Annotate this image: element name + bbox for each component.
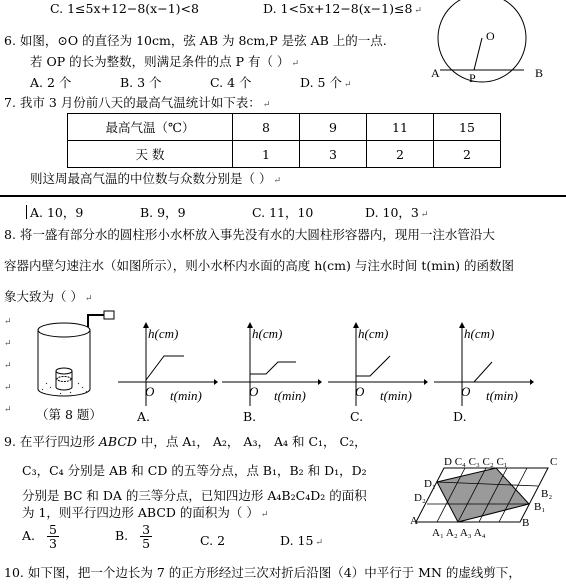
- table-cell: 3: [300, 141, 367, 168]
- table-cell: 1: [233, 141, 300, 168]
- q9-figure-bottom-labels: A₁ A₂ A₃ A₄: [432, 527, 486, 539]
- graph-b-label: B.: [243, 409, 257, 424]
- table-row: [68, 141, 501, 168]
- q7-question: 则这周最高气温的中位数与众数分别是（ ） ↵: [30, 171, 282, 186]
- q9-label-b2: B₂: [541, 488, 553, 500]
- q7-option-b: B. 9，9: [140, 205, 186, 220]
- table-cell: 11: [367, 114, 434, 141]
- q9-label-a: A: [410, 515, 418, 527]
- q6-line1: 6. 如图，⊙O 的直径为 10cm，弦 AB 为 8cm,P 是弦 AB 上的一点.: [4, 33, 387, 48]
- table-cell: 15: [434, 114, 501, 141]
- label-o: O: [486, 29, 495, 43]
- graph-a-label: A.: [137, 409, 151, 424]
- q6-option-c: C. 4 个: [210, 75, 252, 90]
- q9-line3: 分别是 BC 和 DA 的三等分点，已知四边形 A₄B₂C₄D₂ 的面积: [22, 488, 367, 503]
- graph-b: [222, 322, 322, 406]
- table-row: [68, 114, 501, 141]
- graph-b-origin: O: [249, 384, 259, 399]
- q9-label-b: B: [522, 517, 530, 529]
- q9-option-b: B. $\frac{3}{5}$: [115, 522, 151, 552]
- q7-stem: 7. 我市 3 月份前八天的最高气温统计如下表： ↵: [4, 95, 271, 110]
- graph-a-origin: O: [145, 384, 155, 399]
- segment-op: [474, 38, 482, 70]
- q9-label-d1: D₁: [424, 478, 436, 490]
- graph-b-ylabel: h(cm): [252, 326, 283, 341]
- graph-d: [434, 322, 534, 406]
- graph-c: [328, 322, 428, 406]
- q9-label-b1: B₁: [534, 501, 546, 513]
- table-header-cell: 最高气温（℃）: [68, 114, 233, 141]
- option-c-top: C. 1≤5x+12−8(x−1)<8: [50, 1, 199, 16]
- q9-figure-top-labels: D C₄ C₃ C₂ C₁: [444, 456, 508, 468]
- graph-a-ylabel: h(cm): [148, 326, 179, 341]
- q7-option-c: C. 11，10: [252, 205, 314, 220]
- q9-line2: C₃，C₄ 分别是 AB 和 CD 的五等分点，点 B₁，B₂ 和 D₁，D₂: [22, 463, 367, 478]
- temperature-table: [67, 113, 501, 168]
- q6-option-a: A. 2 个: [30, 75, 72, 90]
- q9-parallelogram-figure: [410, 454, 566, 540]
- label-a: A: [431, 66, 440, 80]
- q8-line1: 8. 将一盛有部分水的圆柱形小水杯放入事先没有水的大圆柱形容器内，现用一注水管沿大: [4, 227, 495, 242]
- q6-option-b: B. 3 个: [120, 75, 162, 90]
- text-cursor: [26, 205, 27, 219]
- table-cell: 9: [300, 114, 367, 141]
- graph-c-origin: O: [355, 384, 365, 399]
- page-divider: [0, 195, 566, 197]
- graph-a-xlabel: t(min): [170, 388, 202, 403]
- graph-d-origin: O: [461, 384, 471, 399]
- q9-option-d: D. 15 ↵: [280, 533, 323, 548]
- q6-circle-figure: [428, 0, 566, 92]
- table-cell: 8: [233, 114, 300, 141]
- q9-option-a: A. $\frac{5}{3}$: [22, 522, 57, 552]
- q9-label-d2: D₂: [414, 492, 426, 504]
- q7-option-d: D. 10，3 ↵: [365, 205, 429, 220]
- table-header-cell: 天 数: [68, 141, 233, 168]
- label-p: P: [469, 71, 476, 85]
- q8-figure-caption: （第 8 题）: [36, 407, 102, 422]
- q9-label-c: C: [550, 456, 558, 468]
- q8-line2: 容器内壁匀速注水（如图所示），则小水杯内水面的高度 h(cm) 与注水时间 t(min) 的函数图: [4, 258, 514, 273]
- option-d-top: D. 1<5x+12−8(x−1)≤8 ↵: [263, 1, 422, 16]
- q6-line2: 若 OP 的长为整数，则满足条件的点 P 有（ ） ↵: [30, 54, 299, 69]
- graph-d-ylabel: h(cm): [464, 326, 495, 341]
- graph-c-xlabel: t(min): [380, 388, 412, 403]
- table-cell: 2: [367, 141, 434, 168]
- q9-line1: 9. 在平行四边形 ABCD 中，点 A₁， A₂， A₃， A₄ 和 C₁， C₂，: [4, 434, 367, 449]
- q8-line3: 象大致为（ ） ↵: [4, 289, 93, 304]
- graph-b-xlabel: t(min): [274, 388, 306, 403]
- graph-c-label: C.: [350, 409, 364, 424]
- container-figure: [28, 305, 120, 405]
- q9-line4: 为 1，则平行四边形 ABCD 的面积为（ ） ↵: [22, 505, 269, 520]
- graph-d-xlabel: t(min): [486, 388, 518, 403]
- q6-option-d: D. 5 个 ↵: [300, 75, 352, 90]
- q10-line1: 10. 如下图，把一个边长为 7 的正方形经过三次对折后沿图（4）中平行于 MN 的虚线剪下，: [4, 565, 521, 580]
- q9-option-c: C. 2: [200, 533, 226, 548]
- graph-a: [118, 322, 218, 406]
- graph-c-ylabel: h(cm): [358, 326, 389, 341]
- graph-d-label: D.: [453, 409, 467, 424]
- q7-option-a: A. 10，9: [30, 205, 84, 220]
- table-cell: 2: [434, 141, 501, 168]
- label-b: B: [535, 66, 544, 80]
